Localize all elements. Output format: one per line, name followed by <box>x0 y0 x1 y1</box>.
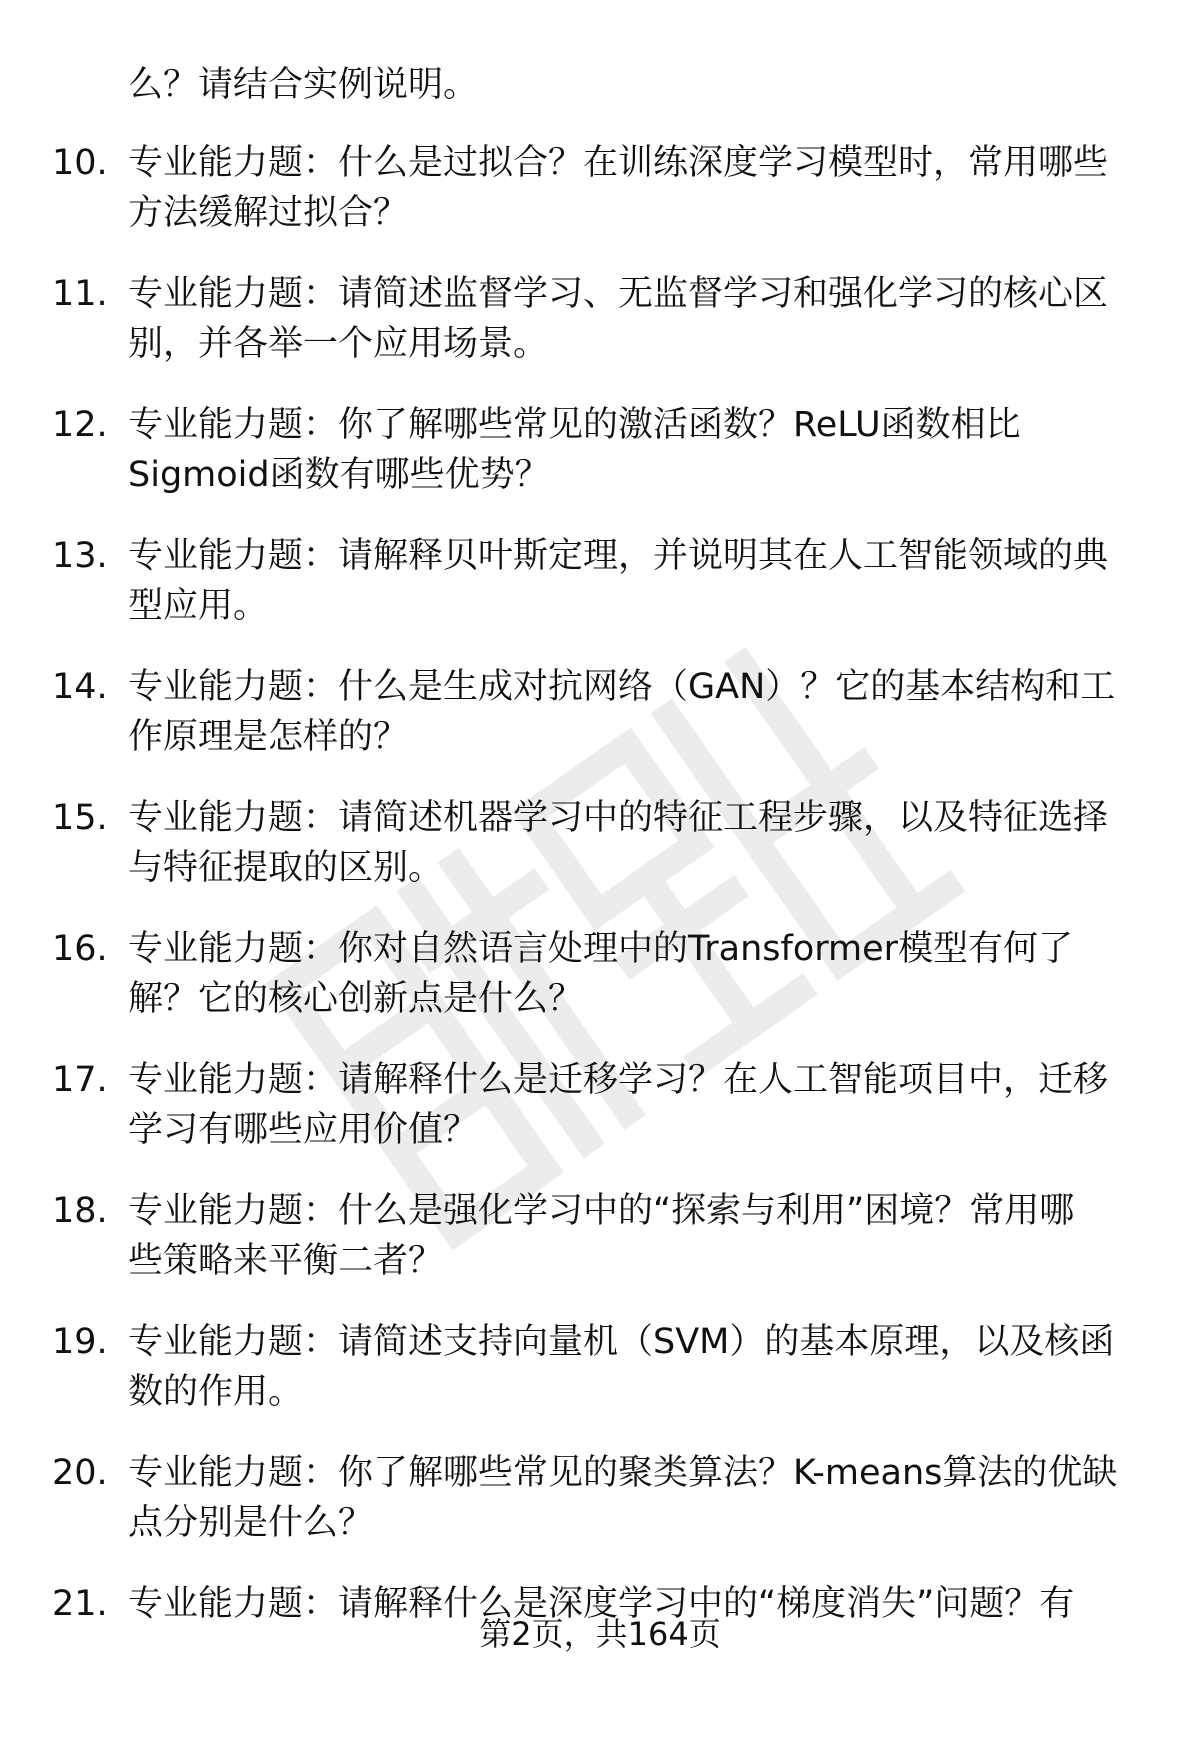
question-line: 别，并各举一个应用场景。 <box>128 324 549 364</box>
question-line: 解？它的核心创新点是什么？ <box>128 979 584 1019</box>
question-line: 点分别是什么？ <box>128 1503 374 1543</box>
question-number: 19. <box>52 1322 108 1362</box>
question-item <box>0 793 1200 890</box>
question-item <box>0 924 1200 1021</box>
question-number: 14. <box>52 667 108 707</box>
question-line: 专业能力题：什么是过拟合？在训练深度学习模型时，常用哪些 <box>128 143 1109 183</box>
question-line: 学习有哪些应用价值？ <box>128 1110 479 1150</box>
question-item <box>0 400 1200 497</box>
question-line: 专业能力题：请简述监督学习、无监督学习和强化学习的核心区 <box>128 274 1109 314</box>
question-number: 11. <box>52 274 108 314</box>
question-text <box>128 531 1148 631</box>
question-line: Sigmoid函数有哪些优势？ <box>128 455 550 495</box>
question-item <box>0 1055 1200 1152</box>
question-line: 专业能力题：你了解哪些常见的聚类算法？K-means算法的优缺 <box>128 1453 1118 1493</box>
question-list <box>0 138 1200 1710</box>
question-number: 13. <box>52 536 108 576</box>
question-text <box>128 1317 1148 1417</box>
question-line: 专业能力题：什么是强化学习中的“探索与利用”困境？常用哪 <box>128 1191 1075 1231</box>
question-number: 21. <box>52 1584 108 1624</box>
question-item <box>0 1186 1200 1283</box>
question-text <box>128 924 1148 1024</box>
question-item <box>0 1317 1200 1414</box>
question-text <box>128 793 1148 893</box>
question-line: 专业能力题：请解释贝叶斯定理，并说明其在人工智能领域的典 <box>128 536 1109 576</box>
page-number: 第2页，共164页 <box>479 1615 721 1653</box>
question-line: 专业能力题：请解释什么是迁移学习？在人工智能项目中，迁移 <box>128 1060 1109 1100</box>
question-number: 12. <box>52 405 108 445</box>
question-line: 型应用。 <box>128 586 269 626</box>
question-item <box>0 531 1200 628</box>
question-line: 些策略来平衡二者？ <box>128 1241 444 1281</box>
question-text <box>128 1186 1148 1286</box>
question-text <box>128 662 1148 762</box>
question-line: 专业能力题：什么是生成对抗网络（GAN）？它的基本结构和工 <box>128 667 1116 707</box>
question-item <box>0 269 1200 366</box>
question-number: 15. <box>52 798 108 838</box>
question-line: 专业能力题：请解释什么是深度学习中的“梯度消失”问题？有 <box>128 1584 1075 1624</box>
question-number: 20. <box>52 1453 108 1493</box>
question-number: 18. <box>52 1191 108 1231</box>
question-line: 专业能力题：请简述支持向量机（SVM）的基本原理，以及核函 <box>128 1322 1115 1362</box>
question-line: 作原理是怎样的？ <box>128 717 409 757</box>
question-text <box>128 138 1148 238</box>
question-line: 专业能力题：你了解哪些常见的激活函数？ReLU函数相比 <box>128 405 1021 445</box>
question-line: 数的作用。 <box>128 1372 304 1412</box>
question-text <box>128 1448 1148 1548</box>
question-item <box>0 1448 1200 1545</box>
question-number: 16. <box>52 929 108 969</box>
question-number: 17. <box>52 1060 108 1100</box>
continuation-text: 么？请结合实例说明。 <box>128 65 479 105</box>
question-line: 专业能力题：请简述机器学习中的特征工程步骤，以及特征选择 <box>128 798 1109 838</box>
question-line: 与特征提取的区别。 <box>128 848 444 888</box>
question-item <box>0 138 1200 235</box>
question-line: 专业能力题：你对自然语言处理中的Transformer模型有何了 <box>128 929 1074 969</box>
question-item <box>0 662 1200 759</box>
question-text <box>128 269 1148 369</box>
question-text <box>128 1055 1148 1155</box>
question-number: 10. <box>52 143 108 183</box>
question-text <box>128 400 1148 500</box>
question-line: 方法缓解过拟合？ <box>128 193 409 233</box>
